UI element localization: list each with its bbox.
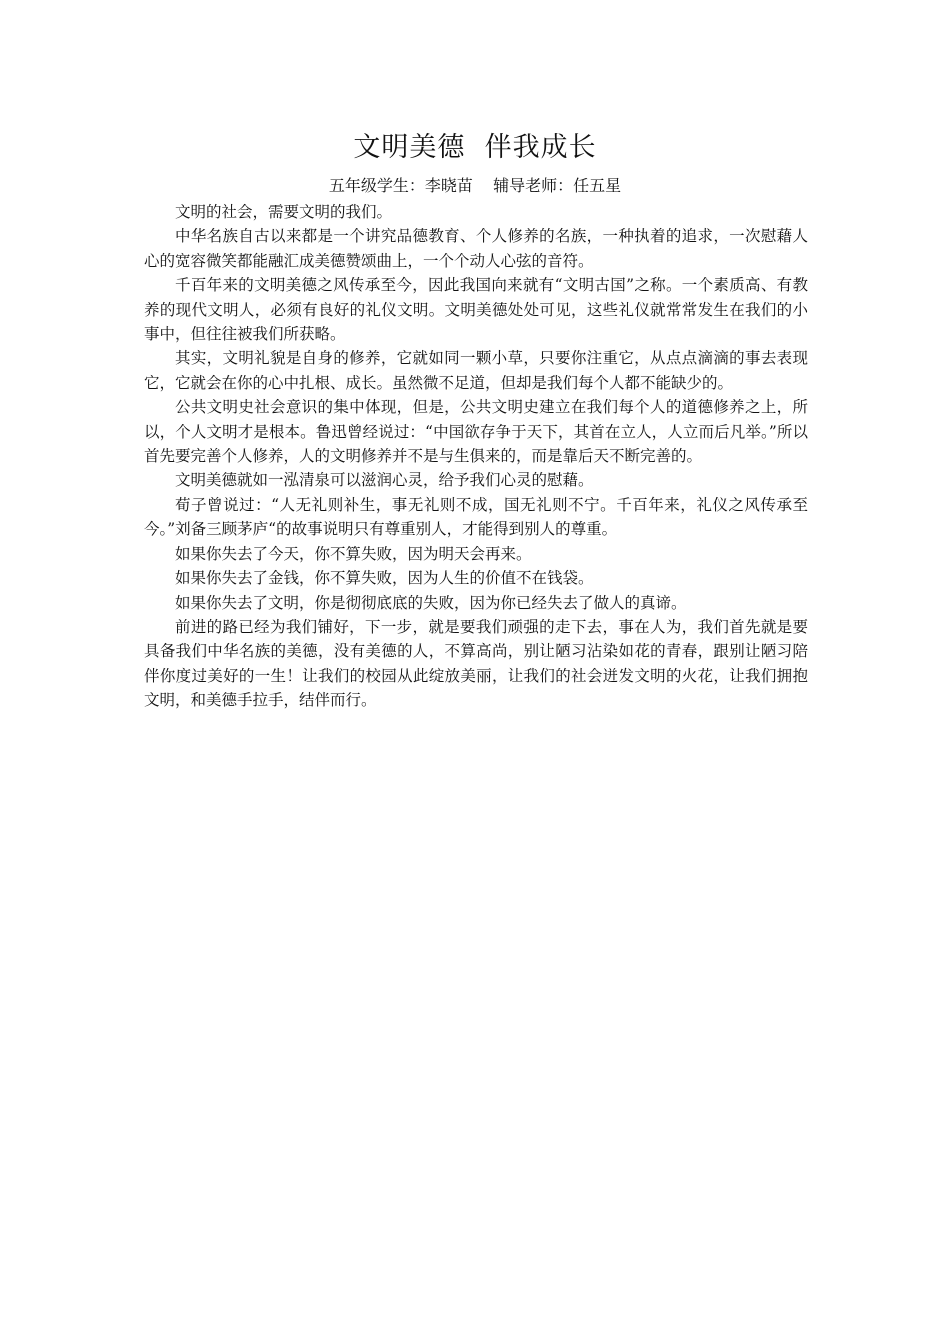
paragraph: 如果你失去了今天，你不算失败，因为明天会再来。: [175, 544, 532, 563]
document-body: [144, 200, 808, 713]
paragraph: 如果你失去了文明，你是彻彻底底的失败，因为你已经失去了做人的真谛。: [175, 593, 687, 612]
paragraph: 如果你失去了金钱，你不算失败，因为人生的价值不在钱袋。: [175, 569, 594, 588]
author-byline: 五年级学生：李晓苗 辅导老师：任五星: [328, 176, 622, 195]
paragraph: 中华名族自古以来都是一个讲究品德教育、个人修养的名族，一种执着的追求，一次慰藉人心的宽容微笑都能融汇成美德赞颂曲上，一个个动人心弦的音符。: [144, 227, 808, 270]
paragraph: 公共文明史社会意识的集中体现，但是，公共文明史建立在我们每个人的道德修养之上，所以，个人文明才是根本。鲁迅曾经说过：“中国欲存争于天下，其首在立人，人立而后凡举。”所以首先要完善个人修养，人的文明修养并不是与生俱来的，而是靠后天不断完善的。: [144, 398, 808, 466]
paragraph: 荀子曾说过：“人无礼则补生，事无礼则不成，国无礼则不宁。千百年来，礼仪之风传承至今。”刘备三顾茅庐“的故事说明只有尊重别人，才能得到别人的尊重。: [144, 495, 808, 539]
paragraph: 其实，文明礼貌是自身的修养，它就如同一颗小草，只要你注重它，从点点滴滴的事去表现它，它就会在你的心中扎根、成长。虽然微不足道，但却是我们每个人都不能缺少的。: [144, 349, 808, 392]
paragraph: 文明美德就如一泓清泉可以滋润心灵，给予我们心灵的慰藉。: [175, 471, 594, 490]
paragraph: 文明的社会，需要文明的我们。: [175, 203, 393, 221]
paragraph: 千百年来的文明美德之风传承至今，因此我国向来就有“文明古国”之称。一个素质高、有教养的现代文明人，必须有良好的礼仪文明。文明美德处处可见，这些礼仪就常常发生在我们的小事中，但往往被我们所获略。: [144, 276, 808, 344]
document-title: 文明美德 伴我成长: [353, 132, 597, 163]
paragraph: 前进的路已经为我们铺好，下一步，就是要我们顽强的走下去，事在人为，我们首先就是要具备我们中华名族的美德，没有美德的人，不算高尚，别让陋习沾染如花的青春，跟别让陋习陪伴你度过美好的一生！让我们的校园从此绽放美丽，让我们的社会迸发文明的火花，让我们拥抱文明，和美德手拉手，结伴而行。: [144, 617, 808, 710]
